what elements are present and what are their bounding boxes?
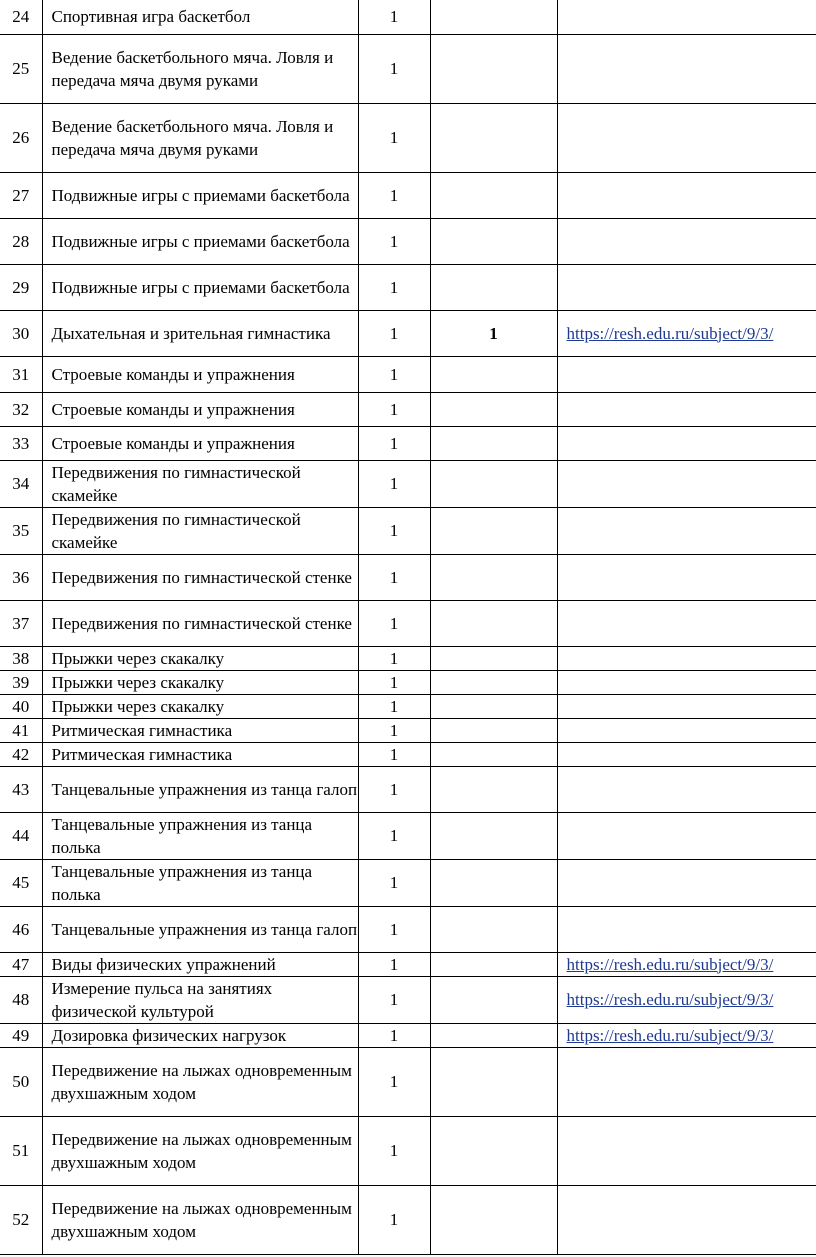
lesson-number: 28 <box>0 218 42 264</box>
resource-cell <box>557 264 816 310</box>
lesson-hours: 1 <box>358 554 430 600</box>
resource-cell <box>557 1185 816 1254</box>
lesson-topic: Виды физических упражнений <box>42 952 358 976</box>
resource-cell <box>557 218 816 264</box>
resource-link[interactable]: https://resh.edu.ru/subject/9/3/ <box>566 323 774 343</box>
lesson-topic: Строевые команды и упражнения <box>42 426 358 460</box>
lesson-topic: Танцевальные упражнения из танца галоп <box>42 766 358 812</box>
resource-cell <box>557 172 816 218</box>
lesson-hours: 1 <box>358 34 430 103</box>
lesson-topic: Строевые команды и упражнения <box>42 356 358 392</box>
table-row <box>0 264 816 310</box>
lesson-hours: 1 <box>358 392 430 426</box>
table-row <box>0 1023 816 1047</box>
lesson-hours: 1 <box>358 356 430 392</box>
lesson-topic: Танцевальные упражнения из танца полька <box>42 812 358 859</box>
lesson-topic: Спортивная игра баскетбол <box>42 0 358 34</box>
lesson-hours: 1 <box>358 718 430 742</box>
table-row <box>0 34 816 103</box>
resource-cell <box>557 600 816 646</box>
lesson-number: 44 <box>0 812 42 859</box>
lesson-number: 40 <box>0 694 42 718</box>
resource-cell <box>557 1047 816 1116</box>
control-work-count <box>430 392 557 426</box>
control-work-count <box>430 264 557 310</box>
resource-link[interactable]: https://resh.edu.ru/subject/9/3/ <box>566 1025 774 1045</box>
resource-cell <box>557 766 816 812</box>
control-work-count <box>430 952 557 976</box>
lesson-hours: 1 <box>358 426 430 460</box>
table-row <box>0 670 816 694</box>
lesson-topic: Прыжки через скакалку <box>42 670 358 694</box>
resource-cell <box>557 1023 816 1047</box>
lesson-topic: Передвижения по гимнастической скамейке <box>42 460 358 507</box>
lesson-number: 33 <box>0 426 42 460</box>
control-work-count <box>430 172 557 218</box>
control-work-count <box>430 356 557 392</box>
lesson-number: 24 <box>0 0 42 34</box>
lesson-topic: Передвижение на лыжах одновременным двухшажным ходом <box>42 1185 358 1254</box>
lesson-hours: 1 <box>358 742 430 766</box>
table-row <box>0 1116 816 1185</box>
lesson-hours: 1 <box>358 1023 430 1047</box>
lesson-number: 25 <box>0 34 42 103</box>
lesson-hours: 1 <box>358 1116 430 1185</box>
lesson-number: 39 <box>0 670 42 694</box>
resource-cell <box>557 426 816 460</box>
resource-link[interactable]: https://resh.edu.ru/subject/9/3/ <box>566 954 774 974</box>
lesson-hours: 1 <box>358 310 430 356</box>
lesson-number: 42 <box>0 742 42 766</box>
control-work-count <box>430 1116 557 1185</box>
control-work-count <box>430 507 557 554</box>
lesson-hours: 1 <box>358 507 430 554</box>
control-work-count <box>430 1047 557 1116</box>
control-work-count <box>430 694 557 718</box>
resource-cell <box>557 1116 816 1185</box>
lesson-number: 35 <box>0 507 42 554</box>
lesson-hours: 1 <box>358 1185 430 1254</box>
lesson-topic: Прыжки через скакалку <box>42 694 358 718</box>
control-work-count <box>430 859 557 906</box>
control-work-count <box>430 0 557 34</box>
lesson-topic: Подвижные игры с приемами баскетбола <box>42 218 358 264</box>
lesson-topic: Ритмическая гимнастика <box>42 718 358 742</box>
lesson-hours: 1 <box>358 600 430 646</box>
control-work-count <box>430 1023 557 1047</box>
resource-cell <box>557 460 816 507</box>
lesson-topic: Ведение баскетбольного мяча. Ловля и передача мяча двумя руками <box>42 103 358 172</box>
lesson-topic: Подвижные игры с приемами баскетбола <box>42 172 358 218</box>
table-row <box>0 0 816 34</box>
table-row <box>0 310 816 356</box>
resource-cell <box>557 554 816 600</box>
lesson-hours: 1 <box>358 766 430 812</box>
lesson-topic: Ведение баскетбольного мяча. Ловля и передача мяча двумя руками <box>42 34 358 103</box>
lesson-hours: 1 <box>358 670 430 694</box>
resource-cell <box>557 392 816 426</box>
lesson-number: 43 <box>0 766 42 812</box>
control-work-count <box>430 766 557 812</box>
lesson-number: 49 <box>0 1023 42 1047</box>
control-work-count <box>430 1185 557 1254</box>
table-row <box>0 103 816 172</box>
lesson-number: 46 <box>0 906 42 952</box>
resource-cell <box>557 310 816 356</box>
lesson-topic: Строевые команды и упражнения <box>42 392 358 426</box>
lesson-topic: Передвижения по гимнастической стенке <box>42 554 358 600</box>
lesson-hours: 1 <box>358 906 430 952</box>
lesson-number: 34 <box>0 460 42 507</box>
lesson-number: 45 <box>0 859 42 906</box>
control-work-count <box>430 103 557 172</box>
table-row <box>0 694 816 718</box>
lesson-topic: Передвижение на лыжах одновременным двухшажным ходом <box>42 1047 358 1116</box>
lesson-topic: Танцевальные упражнения из танца полька <box>42 859 358 906</box>
lesson-number: 36 <box>0 554 42 600</box>
resource-cell <box>557 103 816 172</box>
lesson-number: 32 <box>0 392 42 426</box>
table-row <box>0 906 816 952</box>
lesson-topic: Танцевальные упражнения из танца галоп <box>42 906 358 952</box>
resource-cell <box>557 0 816 34</box>
table-row <box>0 392 816 426</box>
table-row <box>0 812 816 859</box>
lesson-hours: 1 <box>358 218 430 264</box>
lesson-topic: Ритмическая гимнастика <box>42 742 358 766</box>
lesson-hours: 1 <box>358 103 430 172</box>
resource-link[interactable]: https://resh.edu.ru/subject/9/3/ <box>566 990 774 1009</box>
table-row <box>0 507 816 554</box>
table-row <box>0 426 816 460</box>
table-row <box>0 718 816 742</box>
lesson-number: 51 <box>0 1116 42 1185</box>
resource-cell <box>557 670 816 694</box>
lesson-number: 47 <box>0 952 42 976</box>
table-row <box>0 356 816 392</box>
lesson-number: 27 <box>0 172 42 218</box>
lesson-topic: Передвижения по гимнастической скамейке <box>42 507 358 554</box>
resource-cell <box>557 859 816 906</box>
lesson-topic: Дозировка физических нагрузок <box>42 1023 358 1047</box>
lesson-number: 26 <box>0 103 42 172</box>
control-work-count <box>430 906 557 952</box>
lesson-hours: 1 <box>358 859 430 906</box>
table-row <box>0 646 816 670</box>
table-row <box>0 554 816 600</box>
table-row <box>0 742 816 766</box>
control-work-count <box>430 554 557 600</box>
lesson-hours: 1 <box>358 172 430 218</box>
lesson-topic: Прыжки через скакалку <box>42 646 358 670</box>
table-row <box>0 1047 816 1116</box>
table-row <box>0 218 816 264</box>
lesson-topic: Измерение пульса на занятиях физической культурой <box>42 976 358 1023</box>
lesson-hours: 1 <box>358 0 430 34</box>
lesson-hours: 1 <box>358 812 430 859</box>
lesson-hours: 1 <box>358 952 430 976</box>
lesson-hours: 1 <box>358 976 430 1023</box>
lesson-number: 30 <box>0 310 42 356</box>
table-row <box>0 952 816 976</box>
lesson-hours: 1 <box>358 264 430 310</box>
resource-cell <box>557 356 816 392</box>
table-row <box>0 976 816 1023</box>
resource-cell <box>557 952 816 976</box>
lesson-topic: Дыхательная и зрительная гимнастика <box>42 310 358 356</box>
lesson-topic: Передвижения по гимнастической стенке <box>42 600 358 646</box>
lesson-hours: 1 <box>358 1047 430 1116</box>
table-row <box>0 859 816 906</box>
control-work-count <box>430 718 557 742</box>
resource-cell <box>557 34 816 103</box>
control-work-count <box>430 426 557 460</box>
resource-cell <box>557 718 816 742</box>
lesson-hours: 1 <box>358 694 430 718</box>
lesson-number: 38 <box>0 646 42 670</box>
lesson-number: 29 <box>0 264 42 310</box>
control-work-count <box>430 600 557 646</box>
resource-cell <box>557 976 816 1023</box>
control-work-count <box>430 812 557 859</box>
resource-cell <box>557 812 816 859</box>
table-row <box>0 1185 816 1254</box>
lesson-hours: 1 <box>358 646 430 670</box>
lesson-number: 41 <box>0 718 42 742</box>
lesson-number: 48 <box>0 976 42 1023</box>
control-work-count <box>430 976 557 1023</box>
lesson-hours: 1 <box>358 460 430 507</box>
resource-cell <box>557 694 816 718</box>
lesson-number: 37 <box>0 600 42 646</box>
control-work-count: 1 <box>430 310 557 356</box>
resource-cell <box>557 906 816 952</box>
resource-cell <box>557 646 816 670</box>
lesson-number: 31 <box>0 356 42 392</box>
control-work-count <box>430 460 557 507</box>
lesson-number: 52 <box>0 1185 42 1254</box>
lesson-number: 50 <box>0 1047 42 1116</box>
resource-cell <box>557 507 816 554</box>
table-row <box>0 600 816 646</box>
control-work-count <box>430 646 557 670</box>
control-work-count <box>430 742 557 766</box>
table-row <box>0 172 816 218</box>
lesson-topic: Передвижение на лыжах одновременным двухшажным ходом <box>42 1116 358 1185</box>
control-work-count <box>430 218 557 264</box>
lesson-topic: Подвижные игры с приемами баскетбола <box>42 264 358 310</box>
control-work-count <box>430 670 557 694</box>
table-row <box>0 460 816 507</box>
resource-cell <box>557 742 816 766</box>
control-work-count <box>430 34 557 103</box>
table-row <box>0 766 816 812</box>
